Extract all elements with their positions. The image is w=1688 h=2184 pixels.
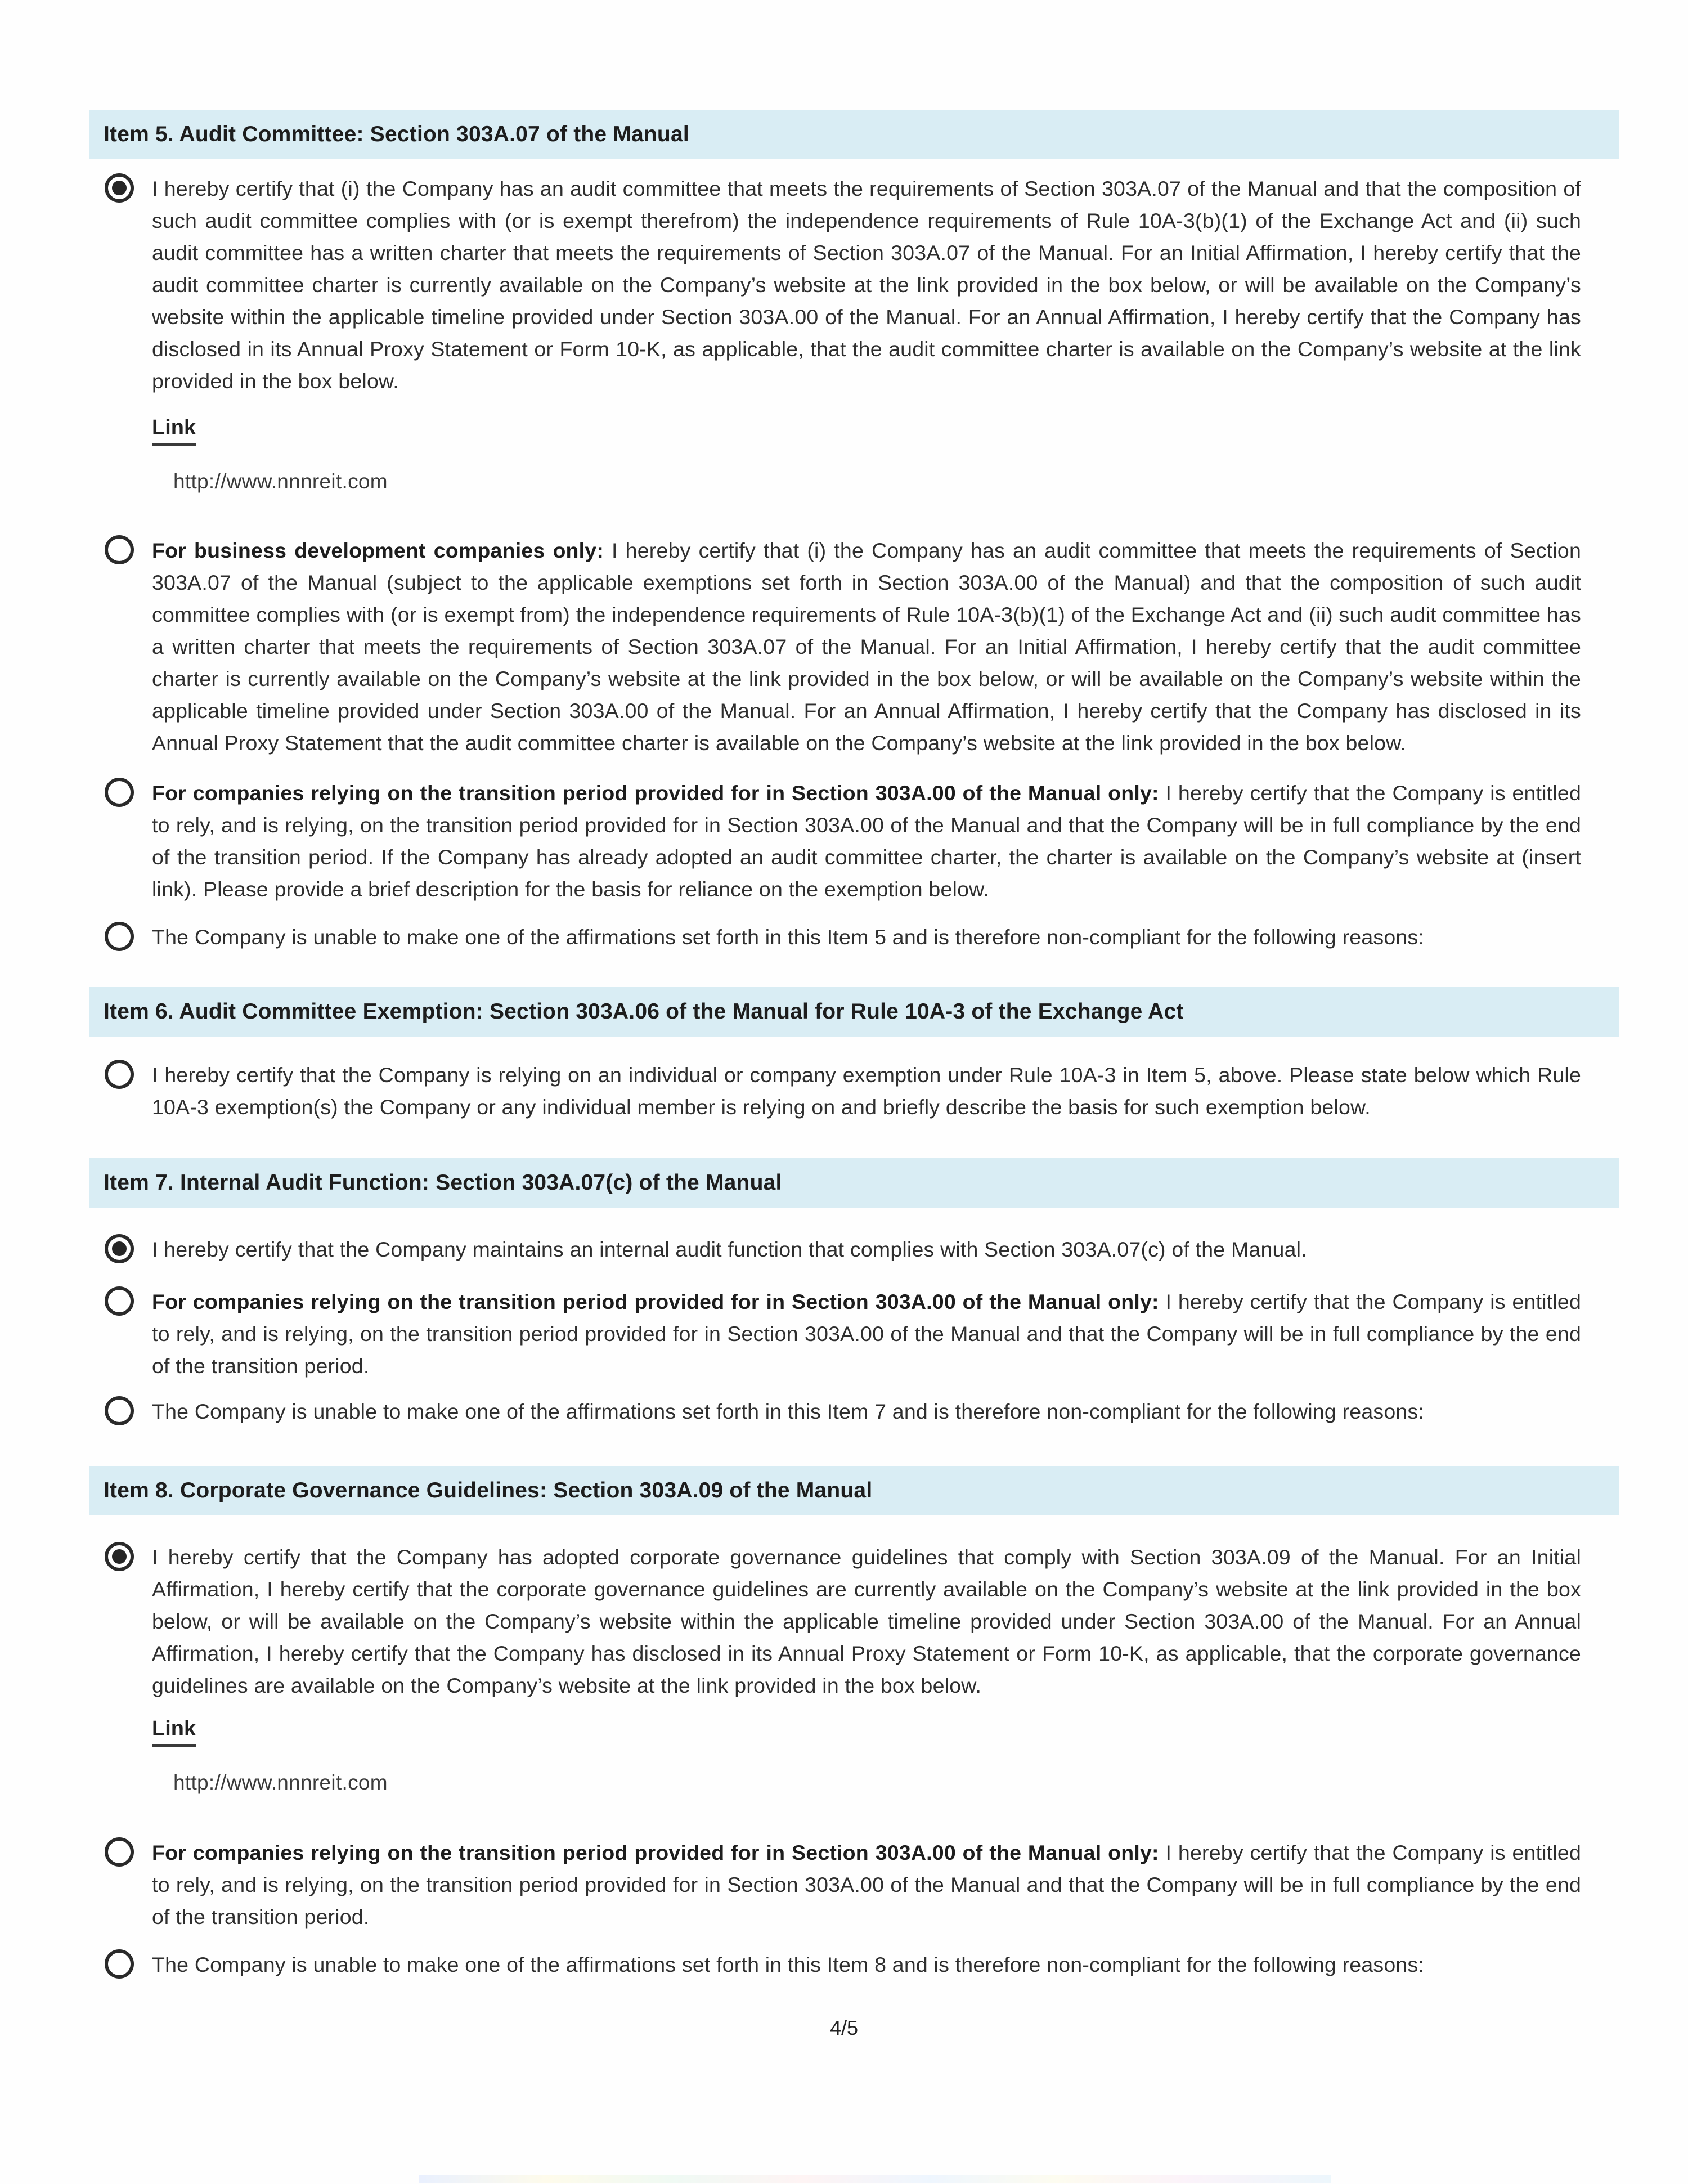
option-bold-prefix: For companies relying on the transition period provided for in Section 303A.00 of the Manual only: <box>152 781 1159 805</box>
section-header-item-8: Item 8. Corporate Governance Guidelines: Section 303A.09 of the Manual <box>89 1466 1619 1515</box>
item8-option-governance-guidelines <box>0 1541 1688 1702</box>
item8-option-non-compliant <box>0 1949 1688 1981</box>
link-label: Link <box>152 1715 1688 1747</box>
link-url[interactable]: http://www.nnnreit.com <box>173 470 388 493</box>
radio-button[interactable] <box>105 922 134 951</box>
option-bold-prefix: For companies relying on the transition period provided for in Section 303A.00 of the Manual only: <box>152 1290 1159 1313</box>
option-text: I hereby certify that the Company maintains an internal audit function that complies with Section 303A.07(c) of the Manual. <box>152 1237 1307 1261</box>
option-text: The Company is unable to make one of the affirmations set forth in this Item 7 and is therefore non-compliant for the following reasons: <box>152 1400 1425 1423</box>
radio-button[interactable] <box>105 173 134 203</box>
radio-button[interactable] <box>105 1060 134 1089</box>
item8-option-transition-period <box>0 1837 1688 1933</box>
radio-button[interactable] <box>105 1234 134 1263</box>
item5-option-non-compliant <box>0 921 1688 953</box>
option-text: For companies relying on the transition period provided for in Section 303A.00 of the Manual only: I hereby certify that the Company is entitled to rely, and is relying, on the transition period provided for in Section 303A.00 of the Manual and that the Company will be in full compliance by the end of the transition period. <box>152 1841 1581 1929</box>
scan-artifact-strip <box>419 2175 1331 2183</box>
item7-option-internal-audit <box>0 1234 1688 1266</box>
item7-option-transition-period <box>0 1286 1688 1382</box>
option-text: I hereby certify that (i) the Company has an audit committee that meets the requirements of Section 303A.07 of the Manual and that the composition of such audit committee complies with (or is exempt therefrom) the independence requirements of Rule 10A-3(b)(1) of the Exchange Act and (ii) such audit committee has a written charter that meets the requirements of Section 303A.07 of the Manual. For an Initial Affirmation, I hereby certify that the audit committee charter is currently available on the Company’s website at the link provided in the box below, or will be available on the Company’s website within the applicable timeline provided under Section 303A.00 of the Manual. For an Annual Affirmation, I hereby certify that the Company has disclosed in its Annual Proxy Statement or Form 10-K, as applicable, that the audit committee charter is available on the Company’s website at the link provided in the box below. <box>152 177 1581 393</box>
section-header-item-5: Item 5. Audit Committee: Section 303A.07 of the Manual <box>89 110 1619 159</box>
option-text: For companies relying on the transition period provided for in Section 303A.00 of the Manual only: I hereby certify that the Company is entitled to rely, and is relying, on the transition period provided for in Section 303A.00 of the Manual and that the Company will be in full compliance by the end of the transition period. <box>152 1290 1581 1378</box>
radio-button[interactable] <box>105 535 134 564</box>
item5-option-business-development <box>0 535 1688 759</box>
item5-option-audit-committee <box>0 173 1688 397</box>
radio-button[interactable] <box>105 1396 134 1425</box>
option-text: For business development companies only: I hereby certify that (i) the Company has an audit committee that meets the requirements of Section 303A.07 of the Manual (subject to the applicable exemptions set forth in Section 303A.00 of the Manual) and that the composition of such audit committee complies with (or is exempt from) the independence requirements of Rule 10A-3(b)(1) of the Exchange Act and (ii) such audit committee has a written charter that meets the requirements of Section 303A.07 of the Manual. For an Initial Affirmation, I hereby certify that the audit committee charter is currently available on the Company’s website at the link provided in the box below, or will be available on the Company’s website within the applicable timeline provided under Section 303A.00 of the Manual. For an Annual Affirmation, I hereby certify that the Company has disclosed in its Annual Proxy Statement that the audit committee charter is available on the Company’s website at the link provided in the box below. <box>152 539 1581 755</box>
option-bold-prefix: For companies relying on the transition period provided for in Section 303A.00 of the Manual only: <box>152 1841 1159 1864</box>
page-number: 4/5 <box>829 2016 859 2039</box>
radio-button[interactable] <box>105 1837 134 1867</box>
option-text: The Company is unable to make one of the affirmations set forth in this Item 8 and is therefore non-compliant for the following reasons: <box>152 1953 1425 1976</box>
link-label: Link <box>152 414 1688 446</box>
section-header-item-6: Item 6. Audit Committee Exemption: Section 303A.06 of the Manual for Rule 10A-3 of the Exchange Act <box>89 987 1619 1037</box>
item5-option-transition-period <box>0 777 1688 905</box>
option-text: For companies relying on the transition period provided for in Section 303A.00 of the Manual only: I hereby certify that the Company is entitled to rely, and is relying, on the transition period provided for in Section 303A.00 of the Manual and that the Company will be in full compliance by the end of the transition period. If the Company has already adopted an audit committee charter, the charter is available on the Company’s website at (insert link). Please provide a brief description for the basis for reliance on the exemption below. <box>152 781 1581 901</box>
option-text: I hereby certify that the Company has adopted corporate governance guidelines that comply with Section 303A.09 of the Manual. For an Initial Affirmation, I hereby certify that the corporate governance guidelines are currently available on the Company’s website at the link provided in the box below, or will be available on the Company’s website within the applicable timeline provided under Section 303A.00 of the Manual. For an Annual Affirmation, I hereby certify that the Company has disclosed in its Annual Proxy Statement or Form 10-K, as applicable, that the corporate governance guidelines are available on the Company’s website at the link provided in the box below. <box>152 1545 1581 1697</box>
link-url[interactable]: http://www.nnnreit.com <box>173 1771 388 1794</box>
radio-button[interactable] <box>105 1286 134 1316</box>
radio-button[interactable] <box>105 1949 134 1979</box>
item6-option-rule10a3-exemption <box>0 1059 1688 1123</box>
option-text: The Company is unable to make one of the affirmations set forth in this Item 5 and is therefore non-compliant for the following reasons: <box>152 925 1425 949</box>
item7-option-non-compliant <box>0 1396 1688 1428</box>
radio-button[interactable] <box>105 778 134 807</box>
radio-button[interactable] <box>105 1542 134 1571</box>
option-bold-prefix: For business development companies only: <box>152 539 604 562</box>
option-text: I hereby certify that the Company is relying on an individual or company exemption under Rule 10A-3 in Item 5, above. Please state below which Rule 10A-3 exemption(s) the Company or any individual member is relying on and briefly describe the basis for such exemption below. <box>152 1063 1581 1119</box>
section-header-item-7: Item 7. Internal Audit Function: Section 303A.07(c) of the Manual <box>89 1158 1619 1208</box>
